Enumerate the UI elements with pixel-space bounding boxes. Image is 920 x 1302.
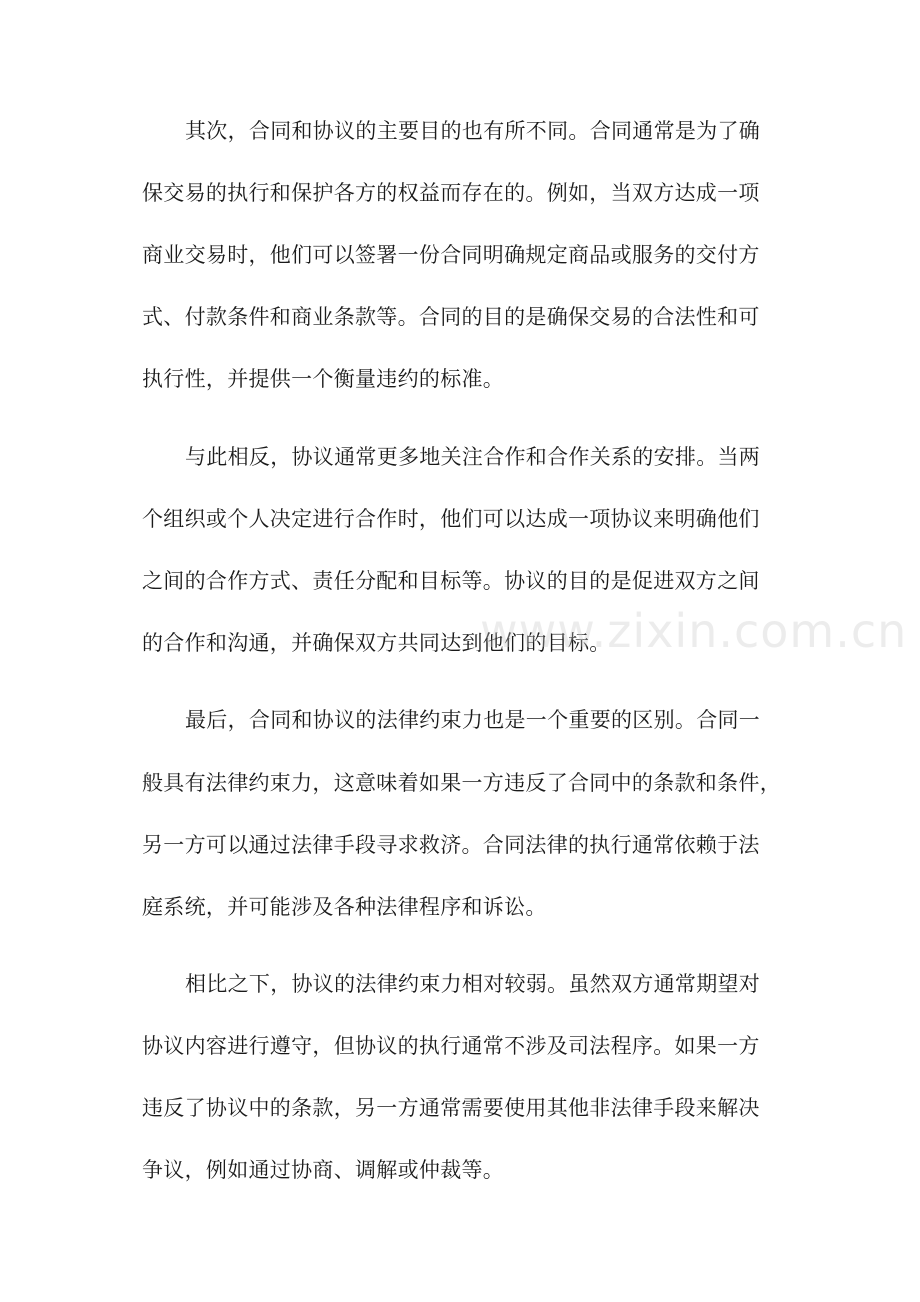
text-line: 的合作和沟通，并确保双方共同达到他们的目标。 (142, 631, 611, 655)
text-line: 商业交易时，他们可以签署一份合同明确规定商品或服务的交付方 (142, 243, 760, 267)
text-line: 庭系统，并可能涉及各种法律程序和诉讼。 (142, 895, 547, 919)
watermark: www.zixin.com.cn (480, 604, 908, 658)
text-line: 其次，合同和协议的主要目的也有所不同。合同通常是为了确 (185, 119, 761, 143)
text-line: 保交易的执行和保护各方的权益而存在的。例如，当双方达成一项 (142, 181, 760, 205)
text-line: 与此相反，协议通常更多地关注合作和合作关系的安排。当两 (185, 445, 761, 469)
text-line: 执行性，并提供一个衡量违约的标准。 (142, 367, 505, 391)
text-line: 违反了协议中的条款，另一方通常需要使用其他非法律手段来解决 (142, 1096, 760, 1120)
text-line: 争议，例如通过协商、调解或仲裁等。 (142, 1158, 505, 1182)
text-line: 般具有法律约束力，这意味着如果一方违反了合同中的条款和条件， (142, 771, 781, 795)
text-line: 另一方可以通过法律手段寻求救济。合同法律的执行通常依赖于法 (142, 833, 760, 857)
text-line: 最后，合同和协议的法律约束力也是一个重要的区别。合同一 (185, 708, 761, 732)
text-line: 相比之下，协议的法律约束力相对较弱。虽然双方通常期望对 (185, 972, 761, 996)
text-line: 协议内容进行遵守，但协议的执行通常不涉及司法程序。如果一方 (142, 1034, 760, 1058)
text-line: 式、付款条件和商业条款等。合同的目的是确保交易的合法性和可 (142, 305, 760, 329)
text-line: 个组织或个人决定进行合作时，他们可以达成一项协议来明确他们 (142, 507, 760, 531)
text-line: 之间的合作方式、责任分配和目标等。协议的目的是促进双方之间 (142, 569, 760, 593)
